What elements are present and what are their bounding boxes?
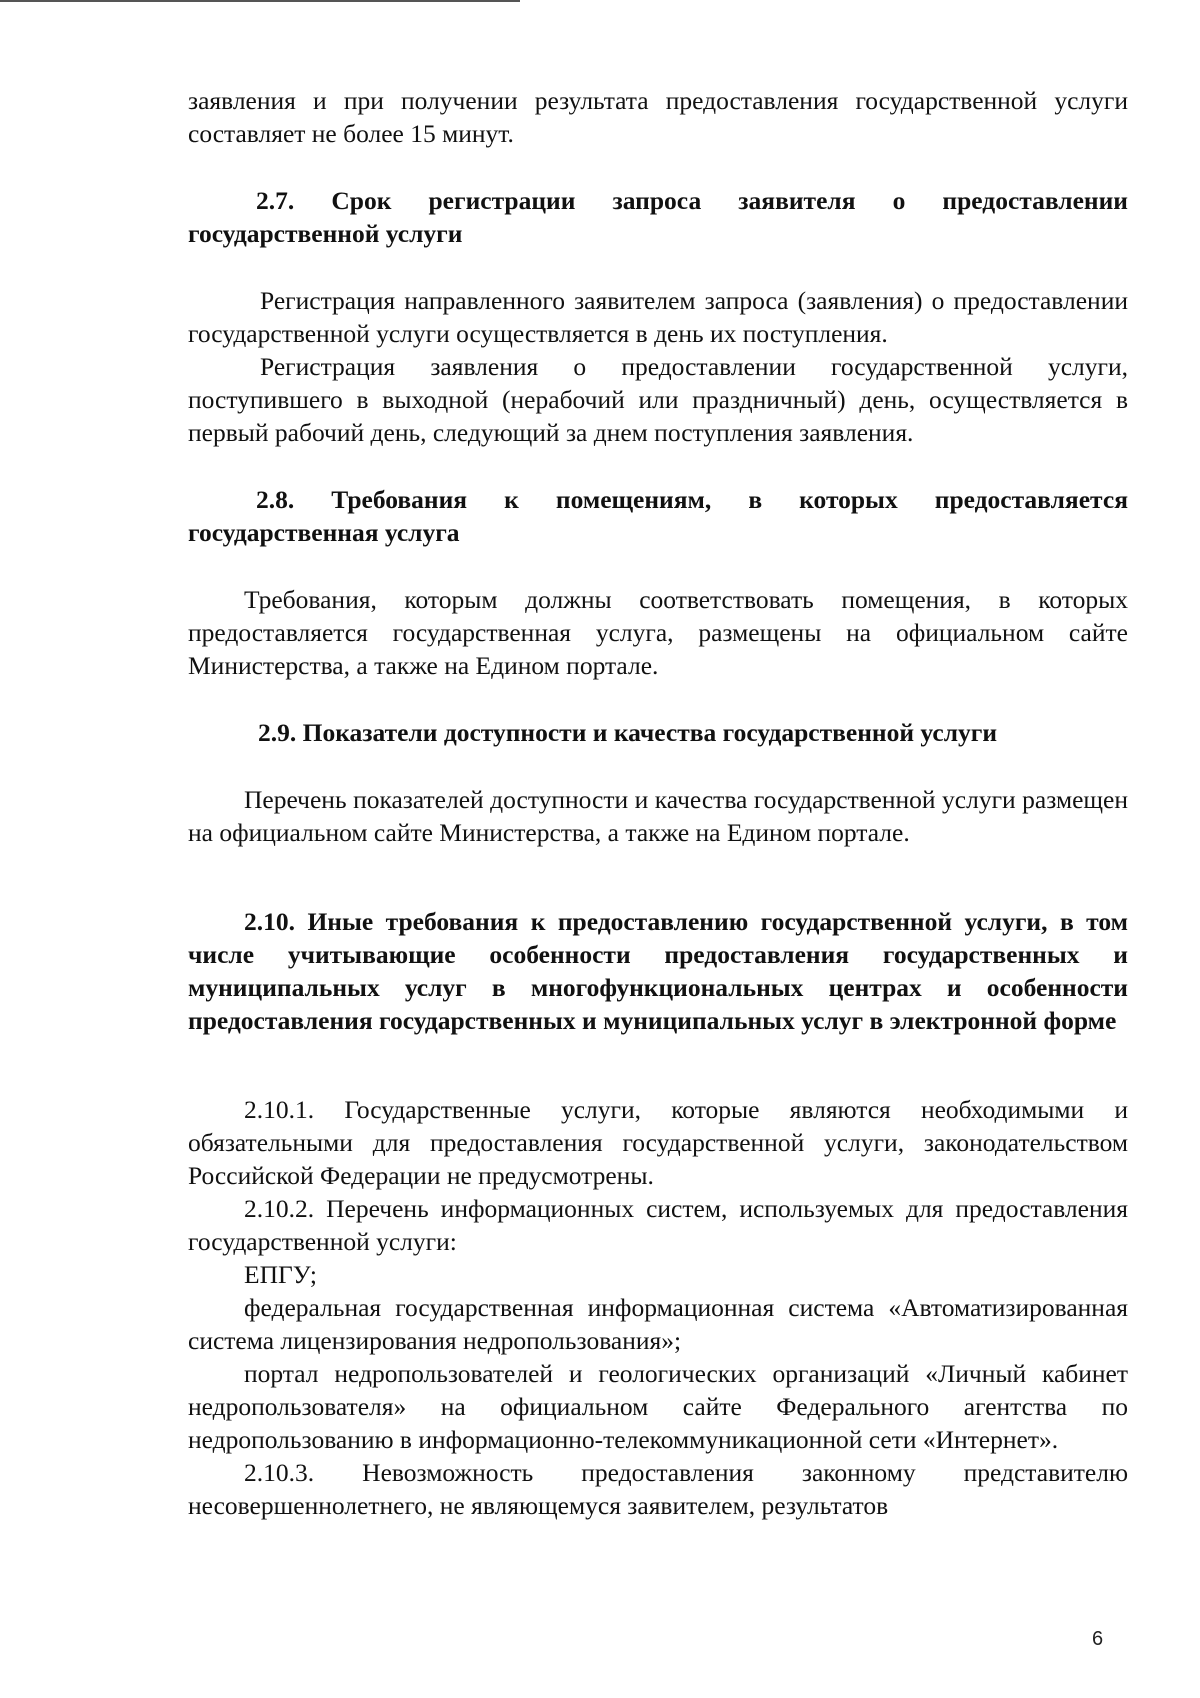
- spacer: [188, 549, 1128, 583]
- document-page: [188, 84, 1128, 1522]
- scan-edge-line: [0, 0, 520, 2]
- paragraph-registration-2: Регистрация заявления о предоставлении государственной услуги, поступившего в выходной (нерабочий или праздничный) день, осуществляется в первый рабочий день, следующий за днем поступления заявления.: [188, 352, 1128, 447]
- list-item-federal-system: федеральная государственная информационная система «Автоматизированная система лицензирования недропользования»;: [188, 1293, 1128, 1355]
- spacer: [188, 849, 1128, 905]
- paragraph-2-10-2: 2.10.2. Перечень информационных систем, используемых для предоставления государственной услуги:: [188, 1194, 1128, 1256]
- spacer: [188, 749, 1128, 783]
- paragraph-premises: Требования, которым должны соответствовать помещения, в которых предоставляется государственная услуга, размещены на официальном сайте Министерства, а также на Едином портале.: [188, 585, 1128, 680]
- paragraph-2-10-3: 2.10.3. Невозможность предоставления законному представителю несовершеннолетнего, не являющемуся заявителем, результатов: [188, 1458, 1128, 1520]
- section-heading-2-8: 2.8. Требования к помещениям, в которых предоставляется государственная услуга: [188, 485, 1128, 547]
- spacer: [188, 682, 1128, 716]
- spacer: [188, 150, 1128, 184]
- paragraph-2-10-1: 2.10.1. Государственные услуги, которые являются необходимыми и обязательными для предоставления государственной услуги, законодательством Российской Федерации не предусмотрены.: [188, 1095, 1128, 1190]
- paragraph-registration-1: Регистрация направленного заявителем запроса (заявления) о предоставлении государственной услуги осуществляется в день их поступления.: [188, 286, 1128, 348]
- spacer: [188, 250, 1128, 284]
- spacer: [188, 1037, 1128, 1093]
- section-heading-2-9: 2.9. Показатели доступности и качества государственной услуги: [258, 718, 998, 747]
- section-heading-2-7: 2.7. Срок регистрации запроса заявителя о предоставлении государственной услуги: [188, 186, 1128, 248]
- paragraph-intro: заявления и при получении результата предоставления государственной услуги составляет не более 15 минут.: [188, 86, 1128, 148]
- paragraph-indicators: Перечень показателей доступности и качества государственной услуги размещен на официальном сайте Министерства, а также на Едином портале.: [188, 785, 1128, 847]
- spacer: [188, 449, 1128, 483]
- page-number: 6: [1092, 1628, 1104, 1650]
- list-item-epgu: ЕПГУ;: [244, 1260, 317, 1289]
- list-item-portal: портал недропользователей и геологических организаций «Личный кабинет недропользователя» на официальном сайте Федерального агентства по недропользованию в информационно-телекоммуникационной сети «Интернет».: [188, 1359, 1128, 1454]
- section-heading-2-10: 2.10. Иные требования к предоставлению государственной услуги, в том числе учитывающие особенности предоставления государственных и муниципальных услуг в многофункциональных центрах и особенности предоставления государственных и муниципальных услуг в электронной форме: [188, 907, 1128, 1035]
